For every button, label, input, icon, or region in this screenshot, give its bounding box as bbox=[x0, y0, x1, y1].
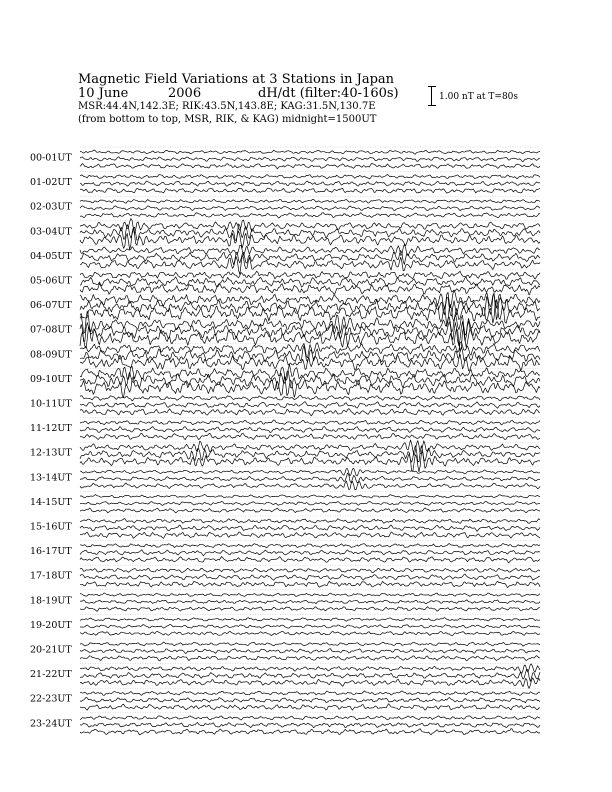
hour-label: 09-10UT bbox=[30, 373, 72, 385]
hour-label: 16-17UT bbox=[30, 546, 72, 558]
hour-label: 12-13UT bbox=[30, 447, 72, 459]
trace-msr-hour-2 bbox=[80, 213, 540, 218]
hour-label: 15-16UT bbox=[30, 521, 72, 533]
trace-rik-hour-14 bbox=[80, 501, 540, 505]
hour-label: 11-12UT bbox=[30, 423, 72, 435]
trace-kag-hour-22 bbox=[80, 691, 540, 696]
stations-label: MSR:44.4N,142.3E; RIK:43.5N,143.8E; KAG:31.5N,130.7E bbox=[78, 101, 376, 112]
date-label: 10 June bbox=[78, 86, 129, 101]
trace-kag-hour-23 bbox=[80, 716, 540, 720]
trace-msr-hour-6 bbox=[80, 300, 540, 327]
trace-rik-hour-16 bbox=[80, 550, 540, 556]
component-label: dH/dt (filter:40-160s) bbox=[258, 86, 399, 101]
trace-kag-hour-18 bbox=[80, 593, 540, 597]
trace-kag-hour-14 bbox=[80, 494, 540, 497]
trace-kag-hour-21 bbox=[80, 664, 540, 673]
hour-label: 19-20UT bbox=[30, 619, 72, 631]
trace-rik-hour-13 bbox=[80, 473, 540, 483]
year-label: 2006 bbox=[168, 86, 202, 101]
order-note: (from bottom to top, MSR, RIK, & KAG) midnight=1500UT bbox=[78, 114, 377, 125]
trace-kag-hour-11 bbox=[80, 420, 540, 425]
trace-msr-hour-3 bbox=[80, 228, 540, 250]
chart-title: Magnetic Field Variations at 3 Stations in Japan bbox=[78, 72, 395, 87]
hour-label: 03-04UT bbox=[30, 226, 72, 238]
trace-kag-hour-17 bbox=[80, 568, 540, 572]
trace-msr-hour-17 bbox=[80, 581, 540, 587]
trace-msr-hour-16 bbox=[80, 557, 540, 563]
trace-msr-hour-9 bbox=[80, 376, 540, 398]
trace-rik-hour-23 bbox=[80, 722, 540, 727]
hour-label: 10-11UT bbox=[30, 398, 72, 410]
trace-msr-hour-0 bbox=[80, 163, 540, 169]
hour-label: 20-21UT bbox=[30, 644, 72, 656]
hour-label: 21-22UT bbox=[30, 669, 72, 681]
hour-label: 14-15UT bbox=[30, 496, 72, 508]
hour-label: 23-24UT bbox=[30, 718, 72, 730]
trace-msr-hour-19 bbox=[80, 631, 540, 635]
hour-label: 18-19UT bbox=[30, 595, 72, 607]
trace-kag-hour-1 bbox=[80, 175, 540, 179]
trace-rik-hour-1 bbox=[80, 181, 540, 186]
trace-msr-hour-14 bbox=[80, 508, 540, 513]
trace-msr-hour-11 bbox=[80, 433, 540, 439]
trace-rik-hour-22 bbox=[80, 697, 540, 703]
trace-rik-hour-10 bbox=[80, 402, 540, 409]
trace-kag-hour-8 bbox=[80, 342, 540, 358]
trace-rik-hour-18 bbox=[80, 600, 540, 604]
trace-rik-hour-0 bbox=[80, 157, 540, 162]
trace-msr-hour-1 bbox=[80, 188, 540, 193]
trace-kag-hour-20 bbox=[80, 642, 540, 646]
trace-msr-hour-20 bbox=[80, 656, 540, 661]
hour-labels bbox=[30, 153, 72, 730]
trace-kag-hour-5 bbox=[80, 271, 540, 279]
trace-msr-hour-23 bbox=[80, 729, 540, 735]
trace-msr-hour-13 bbox=[80, 481, 540, 490]
trace-msr-hour-4 bbox=[80, 255, 540, 274]
trace-rik-hour-19 bbox=[80, 625, 540, 629]
trace-rik-hour-2 bbox=[80, 206, 540, 211]
hour-label: 02-03UT bbox=[30, 201, 72, 213]
trace-msr-hour-22 bbox=[80, 704, 540, 711]
trace-rik-hour-11 bbox=[80, 426, 540, 432]
hour-label: 08-09UT bbox=[30, 349, 72, 361]
trace-msr-hour-21 bbox=[80, 678, 540, 689]
trace-kag-hour-19 bbox=[80, 618, 540, 622]
scale-bar-label: 1.00 nT at T=80s bbox=[439, 92, 519, 102]
trace-msr-hour-18 bbox=[80, 607, 540, 612]
trace-kag-hour-15 bbox=[80, 519, 540, 524]
trace-msr-hour-10 bbox=[80, 409, 540, 416]
hour-label: 17-18UT bbox=[30, 570, 72, 582]
trace-rik-hour-17 bbox=[80, 574, 540, 580]
hour-label: 05-06UT bbox=[30, 275, 72, 287]
trace-kag-hour-10 bbox=[80, 395, 540, 401]
trace-msr-hour-15 bbox=[80, 532, 540, 538]
trace-rik-hour-20 bbox=[80, 649, 540, 654]
hour-label: 13-14UT bbox=[30, 472, 72, 484]
hour-label: 06-07UT bbox=[30, 300, 72, 312]
trace-kag-hour-16 bbox=[80, 543, 540, 547]
trace-rik-hour-15 bbox=[80, 525, 540, 531]
hour-label: 00-01UT bbox=[30, 152, 72, 164]
hour-label: 22-23UT bbox=[30, 693, 72, 705]
hour-label: 07-08UT bbox=[30, 324, 72, 336]
trace-kag-hour-13 bbox=[80, 468, 540, 476]
trace-msr-hour-12 bbox=[80, 452, 540, 472]
trace-kag-hour-0 bbox=[80, 150, 540, 154]
trace-rik-hour-21 bbox=[80, 669, 540, 681]
trace-kag-hour-4 bbox=[80, 244, 540, 255]
hour-label: 01-02UT bbox=[30, 177, 72, 189]
trace-kag-hour-2 bbox=[80, 199, 540, 203]
trace-rik-hour-6 bbox=[80, 293, 540, 320]
hour-label: 04-05UT bbox=[30, 250, 72, 262]
